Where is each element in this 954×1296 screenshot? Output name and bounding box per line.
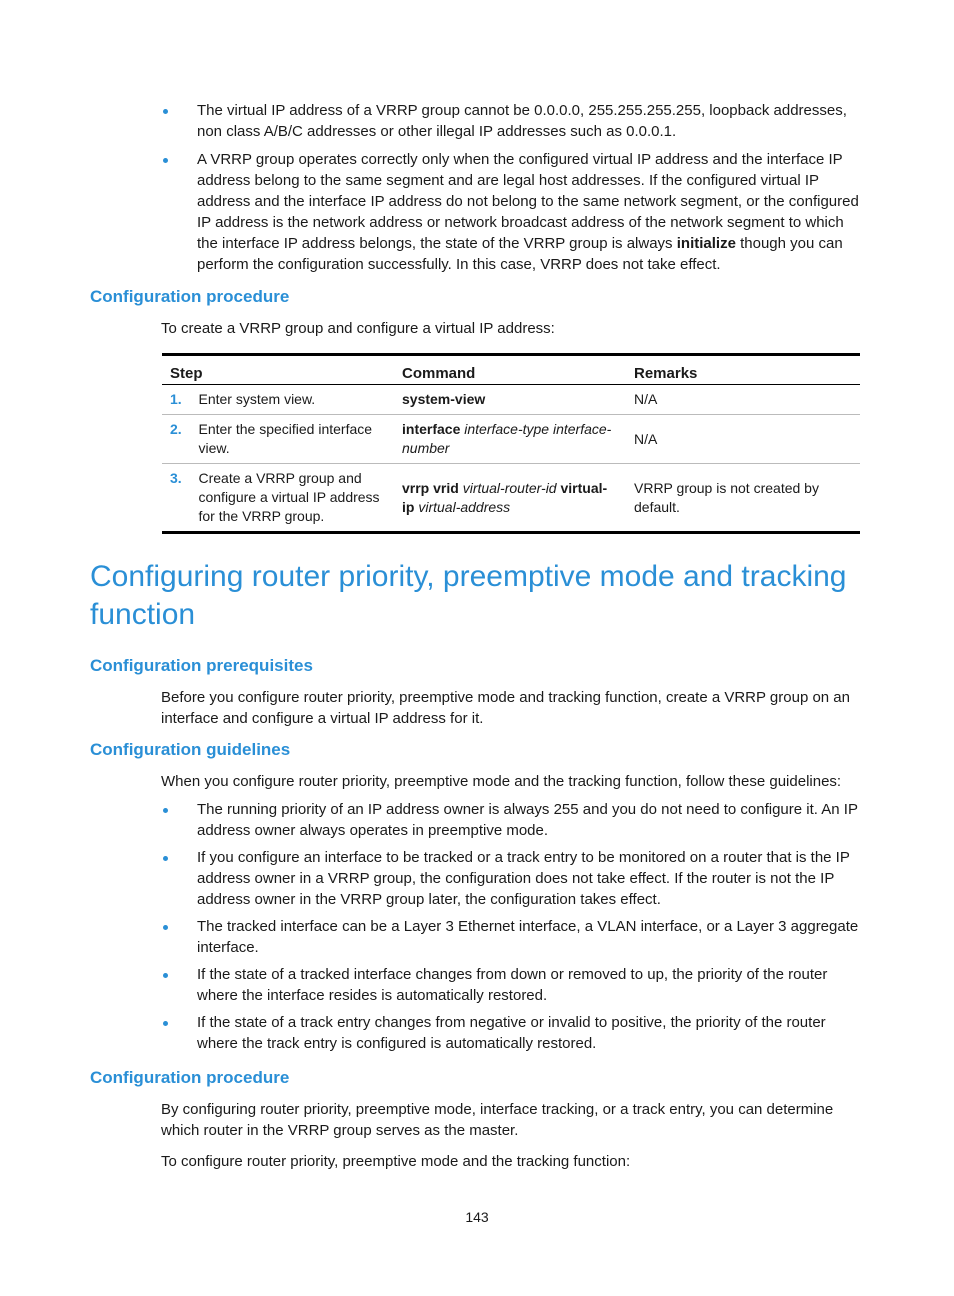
command-cell <box>394 415 626 464</box>
command-table <box>162 353 860 534</box>
list-item <box>160 149 865 275</box>
bullet-icon <box>163 158 168 163</box>
command-cell <box>394 385 626 415</box>
column-header-command: Command <box>394 355 626 385</box>
guidelines-bullet-list <box>160 799 865 1054</box>
procedure-para-1: By configuring router priority, preemptive mode, interface tracking, or a track entry, you can determine which router in the VRRP group serves as the master. <box>161 1101 834 1139</box>
step-description: Enter system view. <box>198 391 316 407</box>
command-argument: virtual-address <box>414 498 511 515</box>
remarks-cell: VRRP group is not created by default. <box>626 464 860 533</box>
table-header-row <box>162 355 860 385</box>
bullet-icon <box>163 973 168 978</box>
remarks-cell: N/A <box>626 415 860 464</box>
section-heading-procedure-2: Configuration procedure <box>90 1068 290 1087</box>
command-argument: virtual-router-id <box>458 479 561 496</box>
list-item <box>160 799 865 841</box>
table-row <box>162 385 860 415</box>
bullet-icon <box>163 925 168 930</box>
section-heading-procedure: Configuration procedure <box>90 287 290 306</box>
keyword-initialize: initialize <box>676 235 736 252</box>
bullet-icon <box>163 856 168 861</box>
step-number: 3. <box>162 464 190 533</box>
bullet-icon <box>163 109 168 114</box>
list-item <box>160 1012 865 1054</box>
step-description: Create a VRRP group and configure a virtual IP address for the VRRP group. <box>190 464 394 533</box>
section-heading-prerequisites: Configuration prerequisites <box>90 656 313 675</box>
column-header-remarks: Remarks <box>626 355 860 385</box>
command-keyword: virtual-ip <box>402 479 608 515</box>
bullet-icon <box>163 1021 168 1026</box>
prerequisites-text: Before you configure router priority, preemptive mode and tracking function, create a VRRP group on an interface and configure a virtual IP address for it. <box>161 689 850 727</box>
guidelines-intro: When you configure router priority, preemptive mode and the tracking function, follow these guidelines: <box>161 773 842 790</box>
command-keyword: interface <box>402 421 461 437</box>
page-number: 143 <box>465 1209 489 1225</box>
intro-bullet-list <box>160 100 865 275</box>
bullet-text: The tracked interface can be a Layer 3 Ethernet interface, a VLAN interface, or a Layer 3 aggregate interface. <box>197 918 859 956</box>
command-keyword: vrrp vrid <box>402 479 459 496</box>
step-description: Enter the specified interface view. <box>190 415 394 464</box>
bullet-text: The running priority of an IP address owner is always 255 and you do not need to configure it. An IP address owner always operates in preemptive mode. <box>197 801 858 839</box>
chapter-title: Configuring router priority, preemptive mode and tracking function <box>90 560 847 631</box>
list-item <box>160 964 865 1006</box>
bullet-text: A VRRP group operates correctly only when the configured virtual IP address and the interface IP address belong to the same segment and are legal host addresses. If the configured virtual IP address and the interface IP address do not belong to the same network segment, or the configured IP address is the network address or network broadcast address of the network segment to which the interface IP address belongs, the state of the VRRP group is always <box>197 151 859 252</box>
step-number: 2. <box>162 415 190 464</box>
list-item <box>160 847 865 910</box>
procedure-para-2: To configure router priority, preemptive mode and the tracking function: <box>161 1153 631 1170</box>
command-cell <box>394 464 626 533</box>
procedure-intro: To create a VRRP group and configure a virtual IP address: <box>161 320 555 337</box>
bullet-text: If you configure an interface to be tracked or a track entry to be monitored on a router that is the IP address owner in a VRRP group, the configuration does not take effect. If the router is not the IP address owner in the VRRP group later, the configuration takes effect. <box>197 849 850 908</box>
section-heading-guidelines: Configuration guidelines <box>90 740 291 759</box>
list-item <box>160 916 865 958</box>
bullet-text: If the state of a track entry changes from negative or invalid to positive, the priority of the router where the track entry is configured is automatically restored. <box>197 1014 826 1052</box>
bullet-text: The virtual IP address of a VRRP group cannot be 0.0.0.0, 255.255.255.255, loopback addresses, non class A/B/C addresses or other illegal IP addresses such as 0.0.0.1. <box>197 102 847 140</box>
bullet-text: though you can perform the configuration successfully. In this case, VRRP does not take effect. <box>197 235 843 273</box>
bullet-text: If the state of a tracked interface changes from down or removed to up, the priority of the router where the interface resides is automatically restored. <box>197 966 828 1004</box>
column-header-step: Step <box>162 355 394 385</box>
list-item <box>160 100 865 142</box>
remarks-cell: N/A <box>634 391 658 407</box>
step-number: 1. <box>170 391 182 407</box>
table-row <box>162 415 860 464</box>
command-keyword: system-view <box>402 391 486 407</box>
command-argument: interface-type interface-number <box>402 421 612 456</box>
table-row <box>162 464 860 533</box>
bullet-icon <box>163 808 168 813</box>
